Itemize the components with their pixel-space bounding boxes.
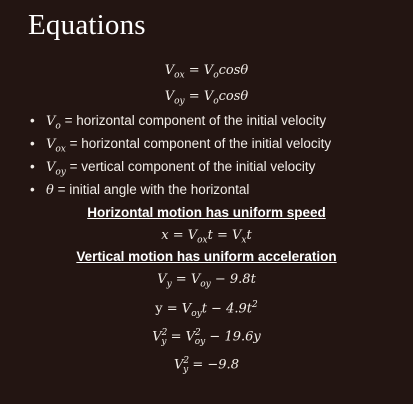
bullet-symbol-sub: o — [55, 121, 61, 132]
eq-vy2-b-sup: 2 — [195, 328, 201, 338]
eq-voy-lhs-sub: oy — [174, 96, 185, 107]
bullet-item-vox — [30, 136, 331, 155]
eq-vox-rhs: = V — [188, 63, 214, 78]
equation-vy-squared — [0, 328, 413, 347]
eq-y-b: = V — [162, 301, 192, 317]
eq-y-a: y — [155, 301, 163, 317]
slide-title: Equations — [28, 9, 146, 41]
eq-vy2b-b: = −9.8 — [188, 357, 239, 373]
eq-voy-lhs: V — [164, 89, 175, 104]
bullet-marker: • — [30, 136, 35, 151]
bullet-symbol-sub: oy — [55, 167, 66, 178]
bullet-symbol — [46, 114, 61, 132]
bullet-marker: • — [30, 159, 35, 174]
bullet-text: = vertical component of the initial velocity — [69, 159, 316, 174]
bullet-item-voy — [30, 159, 315, 178]
heading-vertical-motion: Vertical motion has uniform acceleration — [76, 249, 337, 264]
eq-vox-lhs-sub: ox — [174, 70, 185, 81]
bullet-text: = horizontal component of the initial velocity — [69, 136, 332, 151]
eq-vy-c: − 9.8t — [210, 272, 256, 287]
equation-x — [0, 228, 413, 246]
eq-x-c: t — [246, 228, 252, 243]
eq-x-a: x = V — [161, 228, 198, 243]
eq-voy-rhs: = V — [188, 89, 214, 104]
eq-vy2b-a: V — [174, 357, 184, 373]
eq-voy-rhs-sub: o — [213, 96, 219, 107]
eq-vox-lhs: V — [164, 63, 175, 78]
equation-y — [0, 300, 413, 319]
equation-vy-squared-result — [0, 356, 413, 375]
eq-vy2b-a-sub: y — [183, 364, 189, 375]
bullet-marker: • — [30, 113, 35, 128]
eq-vy2-c: − 19.6y — [205, 329, 261, 345]
bullet-symbol — [46, 137, 66, 155]
eq-vy2-b: = V — [166, 329, 196, 345]
bullet-symbol-text: V — [46, 114, 56, 129]
eq-vy2-a: V — [152, 329, 162, 345]
eq-x-a-sub: ox — [197, 235, 208, 246]
eq-vy2b-a-sup: 2 — [183, 356, 190, 366]
eq-y-c-sup: 2 — [251, 300, 258, 310]
bullet-text: = initial angle with the horizontal — [57, 182, 250, 197]
bullet-symbol-text: V — [46, 160, 56, 175]
bullet-symbol — [46, 160, 66, 178]
bullet-symbol-sub: ox — [55, 144, 66, 155]
equation-vox — [0, 63, 413, 81]
eq-vox-func: cosθ — [218, 63, 249, 78]
bullet-text: = horizontal component of the initial velocity — [64, 113, 327, 128]
heading-horizontal-motion: Horizontal motion has uniform speed — [87, 205, 326, 220]
eq-x-b-sub: x — [241, 235, 247, 246]
eq-voy-func: cosθ — [218, 89, 249, 104]
eq-vox-rhs-sub: o — [213, 70, 219, 81]
eq-x-b: t = V — [207, 228, 242, 243]
eq-vy2-b-sub: oy — [194, 336, 206, 347]
eq-vy-b-sub: oy — [200, 279, 211, 290]
bullet-symbol-text: V — [46, 137, 56, 152]
equation-vy — [0, 272, 413, 290]
eq-vy-a-sub: y — [166, 279, 172, 290]
eq-vy-b: = V — [171, 272, 201, 287]
eq-y-b-sub: oy — [191, 308, 202, 319]
equation-voy — [0, 89, 413, 107]
bullet-symbol-text: θ — [46, 183, 54, 198]
eq-y-c: t − 4.9t — [201, 301, 252, 317]
bullet-item-theta — [30, 182, 249, 198]
bullet-symbol — [46, 183, 54, 198]
eq-vy2-a-sub: y — [161, 336, 167, 347]
bullet-item-vo — [30, 113, 326, 132]
eq-vy-a: V — [157, 272, 167, 287]
eq-vy2-a-sup: 2 — [161, 328, 168, 338]
bullet-marker: • — [30, 182, 35, 197]
